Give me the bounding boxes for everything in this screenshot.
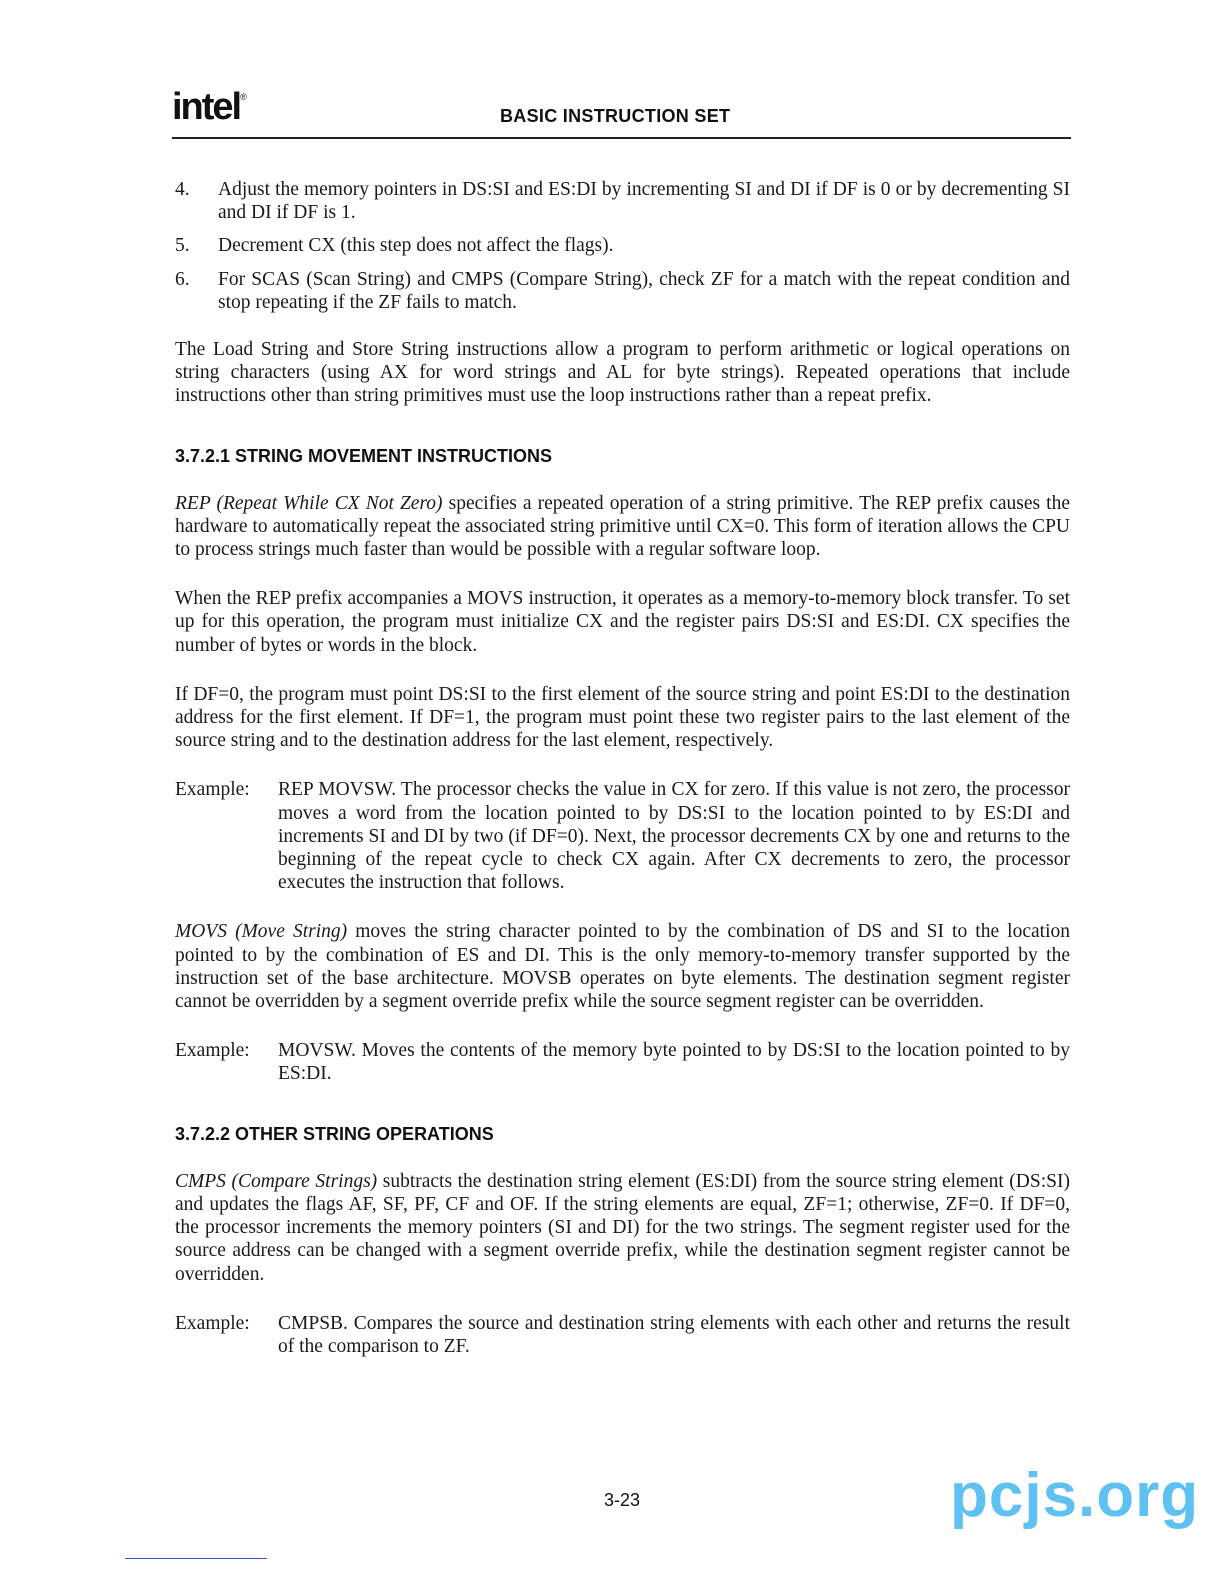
list-item-number: 6. xyxy=(175,268,190,290)
list-item xyxy=(175,178,1070,224)
list-item-number: 5. xyxy=(175,235,190,257)
paragraph-rep xyxy=(175,492,1070,562)
example-block xyxy=(175,1312,1070,1358)
paragraph-cmps xyxy=(175,1170,1070,1286)
section-heading-string-movement: 3.7.2.1 STRING MOVEMENT INSTRUCTIONS xyxy=(175,445,553,466)
watermark-logo: pcjs.org xyxy=(950,1461,1200,1530)
page-content xyxy=(175,178,1070,1358)
term-cmps: CMPS (Compare Strings) xyxy=(175,1170,378,1192)
paragraph-df: If DF=0, the program must point DS:SI to the first element of the source string and point ES:DI to the destination address for the first element. If DF=1, the program must point these two register pairs to the last element of the source string and to the destination address for the last element, respectively. xyxy=(175,683,1070,752)
paragraph-movs xyxy=(175,920,1070,1013)
logo-text: intel xyxy=(172,86,241,128)
movs-description: moves the string character pointed to by the combination of DS and SI to the location pointed to by the combination of ES and DI. This is the only memory-to-memory transfer supported by the instruction set of the base architecture. MOVSB operates on byte elements. The destination segment register cannot be overridden by a segment override prefix while the source segment register can be overridden. xyxy=(175,921,1070,1013)
registered-mark: ® xyxy=(240,92,247,102)
page-number: 3-23 xyxy=(603,1490,641,1510)
paragraph-movs-block: When the REP prefix accompanies a MOVS instruction, it operates as a memory-to-memory block transfer. To set up for this operation, the program must initialize CX and the register pairs DS:SI and ES:DI. CX specifies the number of bytes or words in the block. xyxy=(175,588,1070,656)
list-item-text: Adjust the memory pointers in DS:SI and ES:DI by incrementing SI and DI if DF is 0 or by decrementing SI and DI if DF is 1. xyxy=(218,179,1070,224)
example-text: REP MOVSW. The processor checks the value in CX for zero. If this value is not zero, the processor moves a word from the location pointed to by DS:SI to the location pointed to by ES:DI and increments SI and DI by two (if DF=0). Next, the processor decrements CX by one and returns to the beginning of the repeat cycle to check CX again. After CX decrements to zero, the processor executes the instruction that follows. xyxy=(278,779,1070,894)
example-label: Example: xyxy=(175,1040,250,1062)
example-text: CMPSB. Compares the source and destination string elements with each other and returns the result of the comparison to ZF. xyxy=(278,1312,1070,1357)
section-heading-other-string: 3.7.2.2 OTHER STRING OPERATIONS xyxy=(175,1123,494,1144)
example-text: MOVSW. Moves the contents of the memory byte pointed to by DS:SI to the location pointed to by ES:DI. xyxy=(278,1040,1070,1085)
list-item-number: 4. xyxy=(175,179,190,200)
example-block xyxy=(175,1039,1070,1085)
cmps-description: subtracts the destination string element (ES:DI) from the source string element (DS:SI) and updates the flags AF, SF, PF, CF and OF. If the string elements are equal, ZF=1; otherwise, ZF=0. If DF=0, the processor increments the memory pointers (SI and DI) for the two strings. The segment register used for the source address can be changed with a segment override prefix, while the destination segment register cannot be overridden. xyxy=(175,1170,1070,1285)
example-block xyxy=(175,778,1070,894)
list-item-text: For SCAS (Scan String) and CMPS (Compare String), check ZF for a match with the repeat condition and stop repeating if the ZF fails to match. xyxy=(218,268,1070,313)
footer-rule xyxy=(125,1558,267,1559)
list-item xyxy=(175,234,1070,257)
example-label: Example: xyxy=(175,779,250,801)
term-rep: REP (Repeat While CX Not Zero) xyxy=(175,492,443,514)
page-header-title: BASIC INSTRUCTION SET xyxy=(500,106,731,126)
list-item-text: Decrement CX (this step does not affect the flags). xyxy=(218,235,614,257)
list-item xyxy=(175,268,1070,314)
rep-description: specifies a repeated operation of a string primitive. The REP prefix causes the hardware to automatically repeat the associated string primitive until CX=0. This form of iteration allows the CPU to process strings much faster than would be possible with a regular software loop. xyxy=(175,492,1070,561)
paragraph-load-store: The Load String and Store String instructions allow a program to perform arithmetic or logical operations on string characters (using AX for word strings and AL for byte strings). Repeated operations that include instructions other than string primitives must use the loop instructions rather than a repeat prefix. xyxy=(175,339,1070,407)
term-movs: MOVS (Move String) xyxy=(175,921,348,943)
example-label: Example: xyxy=(175,1312,250,1334)
intel-logo xyxy=(172,86,247,129)
header-rule xyxy=(172,137,1071,139)
